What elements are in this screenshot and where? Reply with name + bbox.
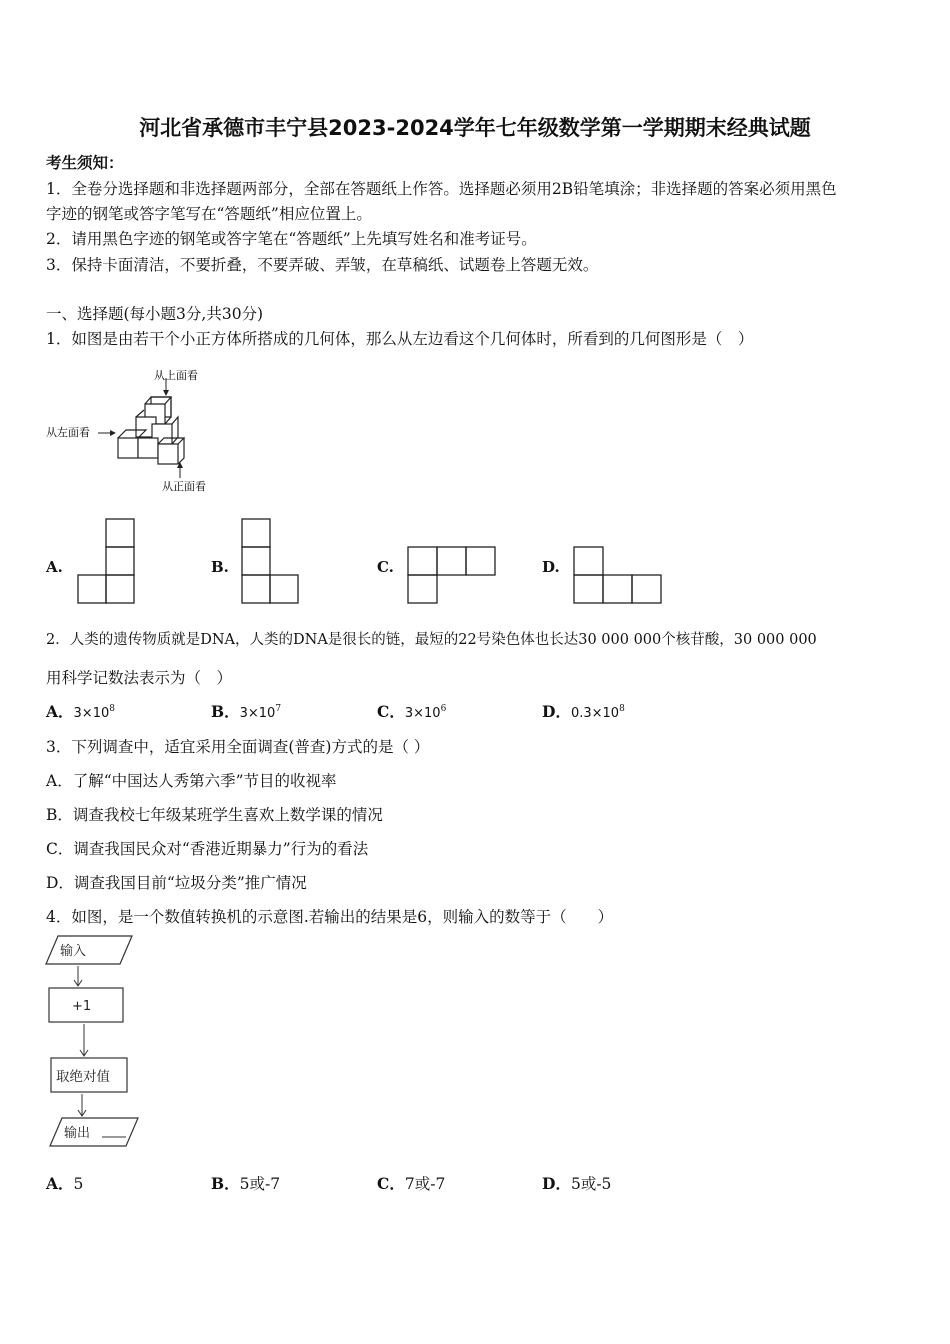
notice-item-1: 1．全卷分选择题和非选择题两部分，全部在答题纸上作答。选择题必须用2B铅笔填涂；非选择题的答案必须用黑色 [46,180,837,198]
q2-option-b-base: 3×10 [239,706,276,721]
flow-output-label: 输出 [64,1126,91,1141]
flow-abs-label: 取绝对值 [56,1069,110,1085]
q2-option-a-base: 3×10 [73,706,110,721]
q2-option-d[interactable] [542,700,625,722]
q4-option-d-text: 5或-5 [570,1175,612,1193]
question-2-stem-line2: 用科学记数法表示为（ ） [46,669,233,687]
q4-option-c-letter: C． [377,1174,405,1193]
flow-input-label: 输入 [60,944,87,959]
q1-option-d-figure [572,545,664,606]
q2-option-d-exponent: 8 [619,704,625,714]
q2-option-a[interactable] [46,700,115,722]
question-4-flowchart [40,932,150,1152]
q4-option-a-text: 5 [73,1175,84,1193]
q4-option-a[interactable] [46,1172,83,1194]
q3-option-b[interactable]: B．调查我校七年级某班学生喜欢上数学课的情况 [46,806,383,824]
section-heading: 一、选择题(每小题3分,共30分) [46,305,264,323]
question-3-stem: 3．下列调查中，适宜采用全面调查(普查)方式的是（ ） [46,738,430,756]
q4-option-b-text: 5或-7 [239,1175,281,1193]
q2-option-d-letter: D． [542,702,571,721]
q4-option-a-letter: A． [46,1174,74,1193]
flow-add-one-label: +1 [72,999,92,1014]
q2-option-a-exponent: 8 [109,704,115,714]
q1-option-c-letter[interactable]: C. [377,558,394,576]
q4-option-d[interactable] [542,1172,611,1194]
q1-option-d-letter[interactable]: D. [542,558,560,576]
q2-option-b-exponent: 7 [275,704,282,714]
q1-option-c-figure [406,545,498,606]
notice-item-3: 3．保持卡面清洁，不要折叠，不要弄破、弄皱，在草稿纸、试题卷上答题无效。 [46,256,599,274]
q1-option-b-figure [240,518,302,606]
q3-option-a[interactable]: A．了解“中国达人秀第六季”节目的收视率 [46,772,337,790]
q4-option-b-letter: B． [211,1174,240,1193]
q2-option-c-letter: C． [377,702,405,721]
notice-heading: 考生须知： [46,153,124,172]
q2-option-b[interactable] [211,700,281,722]
q4-option-c-text: 7或-7 [404,1175,446,1193]
question-4-stem: 4．如图，是一个数值转换机的示意图.若输出的结果是6，则输入的数等于（ ） [46,908,614,926]
q2-option-b-letter: B． [211,702,240,721]
notice-item-2: 2．请用黑色字迹的钢笔或答字笔在“答题纸”上先填写姓名和准考证号。 [46,230,537,248]
page-title: 河北省承德市丰宁县2023-2024学年七年级数学第一学期期末经典试题 [139,116,811,140]
q1-option-a-figure [76,518,136,606]
q2-option-c-exponent: 6 [440,704,447,714]
question-1-stem: 1．如图是由若干个小正方体所搭成的几何体，那么从左边看这个几何体时，所看到的几何图形是（ ） [46,330,754,348]
q3-option-c[interactable]: C．调查我国民众对“香港近期暴力”行为的看法 [46,840,369,858]
q2-option-c-base: 3×10 [404,706,441,721]
q4-option-b[interactable] [211,1172,280,1194]
q4-option-d-letter: D． [542,1174,571,1193]
q1-option-a-letter[interactable]: A. [46,558,63,576]
q2-option-c[interactable] [377,700,446,722]
view-from-left-label: 从左面看 [46,426,90,439]
question-2-stem-line1: 2．人类的遗传物质就是DNA，人类的DNA是很长的链，最短的22号染色体也长达30 000 000个核苷酸，30 000 000 [46,632,817,648]
q3-option-d[interactable]: D．调查我国目前“垃圾分类”推广情况 [46,874,307,892]
view-from-top-label: 从上面看 [154,369,198,382]
q1-option-b-letter[interactable]: B. [211,558,229,576]
flow-input-box [46,936,132,964]
notice-item-1-cont: 字迹的钢笔或答字笔写在“答题纸”相应位置上。 [46,205,372,223]
q4-option-c[interactable] [377,1172,445,1194]
q2-option-d-base: 0.3×10 [570,706,620,721]
question-1-solid-figure [40,360,230,500]
q2-option-a-letter: A． [46,702,74,721]
view-from-front-label: 从正面看 [162,480,206,493]
